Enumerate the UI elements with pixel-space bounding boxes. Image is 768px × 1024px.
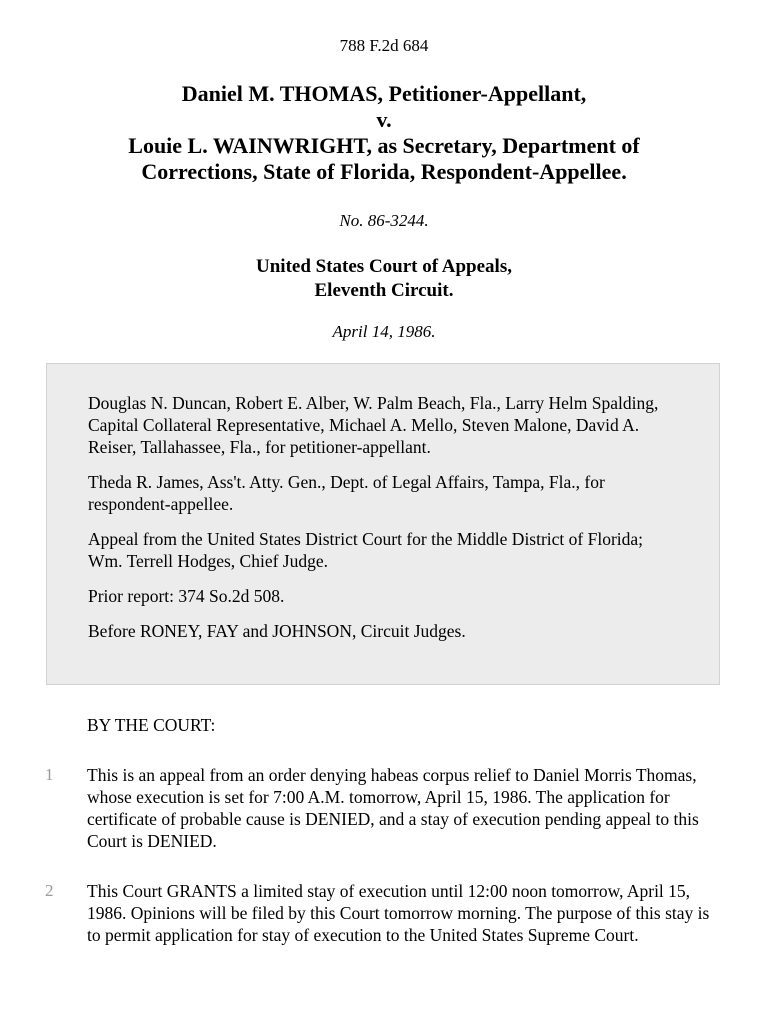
case-title-respondent-line-1: Louie L. WAINWRIGHT, as Secretary, Department of — [128, 133, 640, 158]
case-citation: 788 F.2d 684 — [339, 36, 429, 55]
counsel-petitioner: Douglas N. Duncan, Robert E. Alber, W. Palm Beach, Fla., Larry Helm Spalding, Capital Collateral Representative, Michael A. Mello, Steven Malone, David A. Reiser, Tallahassee, Fla., for petitioner-appellant. — [88, 393, 659, 457]
paragraph-text: This Court GRANTS a limited stay of execution until 12:00 noon tomorrow, April 15, 1986. Opinions will be filed by this Court tomorrow morning. The purpose of this stay is to permit application for stay of execution to the United States Supreme Court. — [87, 881, 710, 945]
docket-number: No. 86-3244. — [339, 211, 429, 230]
by-the-court-heading: BY THE COURT: — [87, 715, 216, 735]
case-info-box — [46, 363, 720, 685]
appeal-from: Appeal from the United States District Court for the Middle District of Florida; Wm. Terrell Hodges, Chief Judge. — [88, 529, 644, 571]
paragraph-number: 2 — [45, 881, 54, 900]
case-title-petitioner: Daniel M. THOMAS, Petitioner-Appellant, — [181, 81, 587, 106]
counsel-respondent: Theda R. James, Ass't. Atty. Gen., Dept. of Legal Affairs, Tampa, Fla., for respondent-appellee. — [88, 472, 605, 514]
paragraph-text: This is an appeal from an order denying habeas corpus relief to Daniel Morris Thomas, whose execution is set for 7:00 A.M. tomorrow, April 15, 1986. The application for certificate of probable cause is DENIED, and a stay of execution pending appeal to this Court is DENIED. — [87, 765, 699, 851]
case-title-versus: v. — [376, 107, 392, 132]
court-name-line-1: United States Court of Appeals, — [256, 256, 512, 277]
judges-panel: Before RONEY, FAY and JOHNSON, Circuit Judges. — [88, 621, 466, 641]
decision-date: April 14, 1986. — [332, 322, 436, 341]
case-title-respondent-line-2: Corrections, State of Florida, Respondent-Appellee. — [141, 159, 627, 184]
court-name-line-2: Eleventh Circuit. — [314, 280, 454, 301]
court-name — [0, 255, 768, 303]
case-title — [40, 81, 728, 185]
prior-report: Prior report: 374 So.2d 508. — [88, 586, 285, 606]
paragraph-number: 1 — [45, 765, 54, 784]
